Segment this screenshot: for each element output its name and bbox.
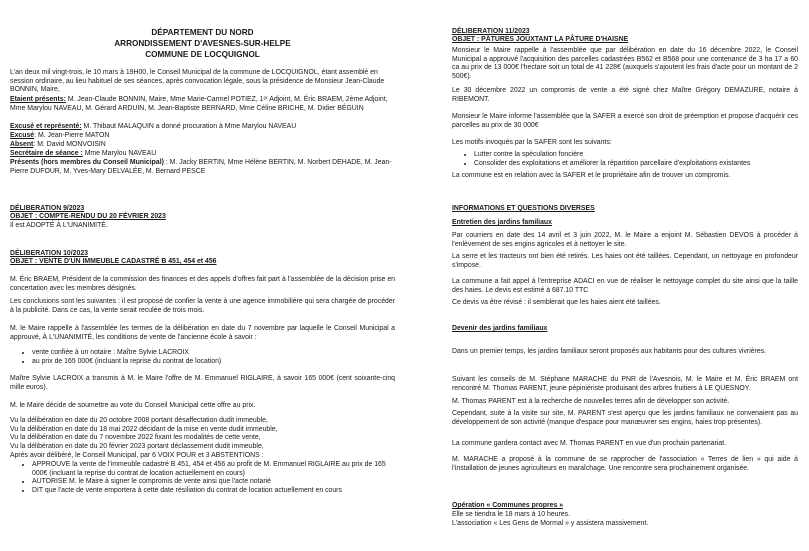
list-item: • APPROUVE la vente de l'immeuble cadastré B 451, 454 et 456 au profit de M. Emmanuel RIGLAIRE au prix de 165 000€ (incluant la reprise du contrat de location actuellement en cours) bbox=[32, 461, 395, 478]
delib10-vus bbox=[10, 417, 395, 451]
list-item: Vu la délibération en date du 20 octobre 2008 portant désaffectation dudit immeuble, bbox=[10, 417, 268, 424]
info-subtitle-future: Devenir des jardins familiaux bbox=[452, 325, 548, 332]
delib11-p2: Le 30 décembre 2022 un compromis de vente a été signé chez Maître Grégory DEMAZURE, notaire à RIBEMONT. bbox=[452, 87, 798, 103]
delib11-p3: Monsieur le Maire informe l'assemblée que la SAFER a exercé son droit de préemption et propose d'acquérir ces parcelles au prix de 30 000€ bbox=[452, 113, 798, 129]
delib10-p1: M. Éric BRAEM, Président de la commission des finances et des appels d'offres fait part à l'assemblée de la décision prise en concertation avec les membres désignés. bbox=[10, 276, 395, 292]
excused-rep-label: Excusé et représenté: bbox=[10, 123, 82, 130]
excused-label: Excusé bbox=[10, 132, 35, 139]
operation-title: Opération « Communes propres » bbox=[452, 502, 564, 509]
present-label: Etaient présents: bbox=[10, 96, 66, 103]
list-item: Vu la délibération en date du 7 novembre 2022 fixant les modalités de cette vente, bbox=[10, 434, 261, 442]
info-title: INFORMATIONS ET QUESTIONS DIVERSES bbox=[452, 205, 595, 212]
absent-label: Absent bbox=[10, 141, 34, 148]
list-item: • au prix de 165 000€ (incluant la reprise du contrat de location) bbox=[32, 358, 395, 367]
delib10-p4: Maître Sylvie LACROIX a transmis à M. le Maire l'offre de M. Emmanuel RIGLAIRE, à savoir 165 000€ (cent soixante-cinq mille euros). bbox=[10, 375, 395, 391]
info-s2-p5: La commune gardera contact avec M. Thomas PARENT en vue d'un prochain partenariat. bbox=[452, 440, 727, 447]
delib9-text: Il est ADOPTÉ À L'UNANIMITÉ. bbox=[10, 222, 108, 229]
delib10-title: DÉLIBERATION 10/2023 bbox=[10, 250, 88, 257]
operation-p2: L'association « Les Gens de Mormal » y assistera massivement. bbox=[452, 520, 649, 527]
secretary-text: Mme Marylou NAVEAU bbox=[82, 150, 157, 157]
header-arrondissement: ARRONDISSEMENT D'AVESNES-SUR-HELPE bbox=[114, 39, 291, 48]
list-item: • Consolider des exploitations et améliorer la répartition parcellaire d'exploitations existantes bbox=[474, 160, 798, 169]
info-s2-p3: M. Thomas PARENT est à la recherche de nouvelles terres afin de développer son activité. bbox=[452, 398, 730, 405]
info-s2-p2: Suivant les conseils de M. Stéphane MARACHE du PNR de l'Avesnois, M. le Maire et M. Éric BRAEM ont rencontré M. Thomas PARENT, jeune pépiniériste produisant des arbres fruitiers à LE QUESNOY. bbox=[452, 376, 798, 392]
list-item: • DIT que l'acte de vente emportera à cette date résiliation du contrat de location actuellement en cours bbox=[32, 487, 395, 496]
info-s1-p1: Par courriers en date des 14 avril et 3 juin 2022, M. le Maire a enjoint M. Sébastien DEVOS à procéder à l'enlèvement de ses engins agricoles et à nettoyer le site. bbox=[452, 232, 798, 248]
header-commune: COMMUNE DE LOCQUIGNOL bbox=[145, 50, 260, 59]
delib10-p5: M. le Maire décide de soumettre au vote du Conseil Municipal cette offre au prix. bbox=[10, 402, 256, 409]
delib10-bullets2 bbox=[10, 461, 395, 495]
list-item: Vu la délibération en date du 20 février 2023 portant déclassement dudit immeuble, bbox=[10, 442, 264, 450]
secretary-label: Secrétaire de séance : bbox=[10, 150, 83, 157]
delib11-title: DÉLIBERATION 11/2023 bbox=[452, 28, 530, 35]
delib11-p1: Monsieur le Maire rappelle à l'assemblée que par délibération en date du 16 décembre 2022, le Conseil Municipal a approuvé l'acquisition des parcelles cadastrées B562 et B568 pour une contenance de 3 ha 17 a 60 ca au prix de 13 000€ l'hectare soit un total de 41 228€ (auxquels s'ajoutent les frais d'acte pour un montant de 2 500€). bbox=[452, 47, 798, 80]
info-s1-p3: La commune a fait appel à l'entreprise ADACI en vue de réaliser le nettoyage complet du site ainsi que la taille des haies. Le devis est estimé à 687.10 TTC bbox=[452, 278, 798, 294]
absent-text: : M. David MONVOISIN bbox=[33, 141, 106, 148]
delib9-object: OBJET : COMPTE-RENDU DU 20 FÉVRIER 2023 bbox=[10, 213, 166, 220]
list-item: Vu la délibération en date du 18 mai 2022 décidant de la mise en vente dudit immeuble, bbox=[10, 425, 278, 433]
intro-paragraph: L'an deux mil vingt-trois, le 10 mars à 19H00, le Conseil Municipal de la commune de LOCQUIGNOL, étant assemblé en session ordinaire, au lieu habituel de ses séances, après convocation légale, sous la présidence de Monsieur Jean-Claude BONNIN, Maire, bbox=[10, 69, 385, 94]
delib11-p5: La commune est en relation avec la SAFER et le propriétaire afin de trouver un compromis. bbox=[452, 172, 731, 179]
header-department: DÉPARTEMENT DU NORD bbox=[151, 28, 254, 37]
delib10-p2: Les conclusions sont les suivantes : il est proposé de confier la vente à une agence immobilière qui sera chargée de procéder à la publicité. Dans ce cas, la vente serait reculée de trois mois. bbox=[10, 298, 395, 314]
list-item: • AUTORISE M. le Maire à signer le compromis de vente ainsi que l'acte notarié bbox=[32, 478, 395, 487]
delib11-bullets bbox=[452, 151, 798, 168]
delib9-title: DÉLIBERATION 9/2023 bbox=[10, 205, 85, 212]
delib11-p4: Les motifs invoqués par la SAFER sont les suivants: bbox=[452, 139, 612, 146]
guests-label: Présents (hors membres du Conseil Municipal) bbox=[10, 159, 164, 166]
list-item: • vente confiée à un notaire : Maître Sylvie LACROIX bbox=[32, 349, 395, 358]
guests-text: : M. Jacky BERTIN, Mme Hélène BERTIN, M. Norbert DEHADE, M. Jean-Pierre DUFOUR, M. Yves-Mary DELVALÉE, M. Bernard PESCE bbox=[10, 159, 392, 175]
delib11-object: OBJET : PÂTURES JOUXTANT LA PÂTURE D'HAISNE bbox=[452, 36, 629, 43]
attendance-guests bbox=[10, 159, 395, 176]
attendance-secretary bbox=[10, 150, 395, 159]
info-subtitle-maintenance: Entretien des jardins familiaux bbox=[452, 219, 552, 226]
info-s1-p2: La serre et les tracteurs ont bien été retirés. Les haies ont été taillées. Cependant, un nettoyage en profondeur s'impose. bbox=[452, 253, 798, 269]
attendance-present bbox=[10, 96, 395, 113]
info-s2-p6: M. MARACHE a proposé à la commune de se rapprocher de l'association « Terres de lien » qui aide à l'installation de jeunes agriculteurs en maraîchage. Une rencontre sera prochainement organisée. bbox=[452, 456, 798, 472]
info-s1-p4: Ce devis va être révisé : il semblerait que les haies aient été taillées. bbox=[452, 299, 661, 306]
delib10-p6: Après avoir délibéré, le Conseil Municipal, par 6 VOIX POUR et 3 ABSTENTIONS : bbox=[10, 452, 264, 459]
list-item: • Lutter contre la spéculation foncière bbox=[474, 151, 798, 160]
delib10-bullets1 bbox=[10, 349, 395, 366]
delib10-p3: M. le Maire rappelle à l'assemblée les termes de la délibération en date du 7 novembre par laquelle le Conseil Municipal a approuvé, À L'UNANIMITÉ, les conditions de vente de l'ancienne école à savoir : bbox=[10, 325, 395, 341]
delib10-object: OBJET : VENTE D'UN IMMEUBLE CADASTRÉ B 451, 454 et 456 bbox=[10, 258, 217, 265]
info-s2-p1: Dans un premier temps, les jardins familiaux seront proposés aux habitants pour des cultures vivrières. bbox=[452, 348, 767, 355]
operation-p1: Elle se tiendra le 18 mars à 10 heures. bbox=[452, 511, 570, 518]
excused-rep-text: M. Thibaut MALAQUIN a donné procuration à Mme Marylou NAVEAU bbox=[81, 123, 297, 130]
attendance-absent bbox=[10, 141, 395, 150]
attendance-excused-represented bbox=[10, 123, 395, 132]
attendance-excused bbox=[10, 132, 395, 141]
info-s2-p4: Cependant, suite à la visite sur site, M. PARENT s'est aperçu que les jardins familiaux ne convenaient pas au développement de son activité (manque d'espace pour manœuvrer ses engins, haies trop présentes). bbox=[452, 410, 798, 426]
excused-text: : M. Jean-Pierre MATON bbox=[34, 132, 110, 139]
present-text: M. Jean-Claude BONNIN, Maire, Mme Marie-Carmel POTIEZ, 1ᵉʳ Adjoint, M. Éric BRAEM, 2ème Adjoint, Mme Marylou NAVEAU, M. Gérard ARDUIN, M. Jean-Baptiste BERNARD, Mme Céline BRICHE, M. Didier BÉGUIN bbox=[10, 96, 388, 112]
